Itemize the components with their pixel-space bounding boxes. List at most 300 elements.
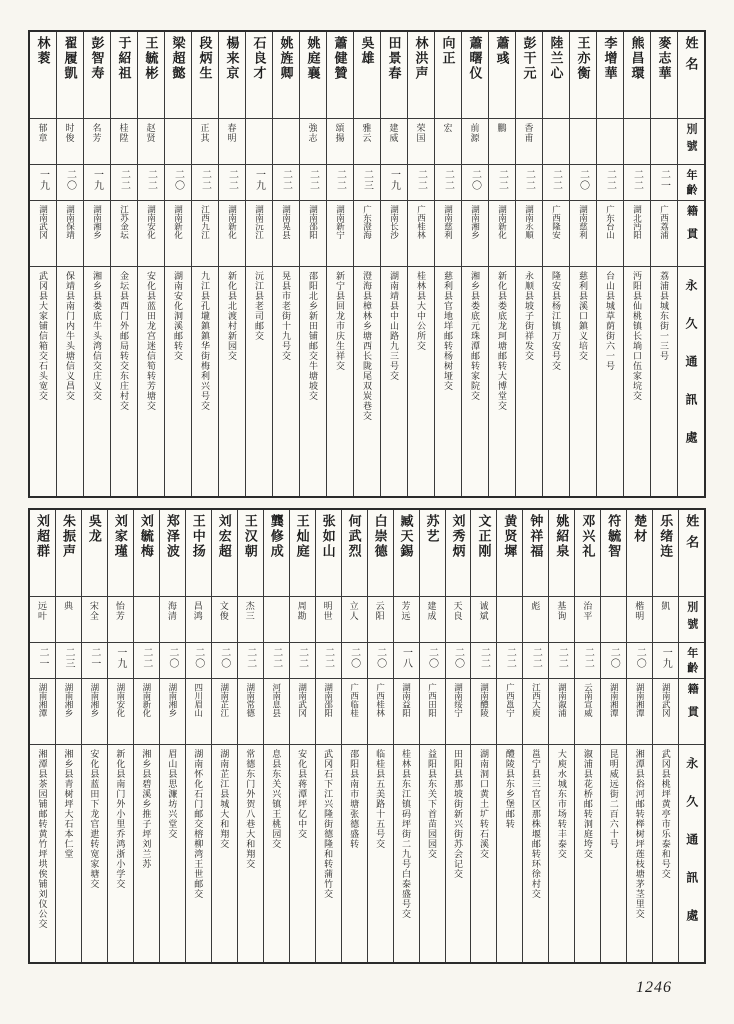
alias-cell (543, 118, 569, 164)
person-name: 石良才 (251, 36, 267, 81)
name-cell (408, 32, 434, 118)
alias-cell (420, 596, 445, 642)
person-alias: 立人 (348, 601, 359, 621)
person-address: 息县东关兴镇王桃园交 (271, 749, 282, 849)
person-name: 蕭健贊 (332, 36, 348, 81)
name-cell (160, 510, 185, 596)
alias-cell (212, 596, 237, 642)
person-native: 湖南沅江 (254, 205, 265, 239)
age-cell (108, 642, 133, 678)
name-cell (327, 32, 353, 118)
person-age: 二二 (322, 647, 334, 669)
address-cell (212, 744, 237, 962)
person-native: 湖南湘潭 (635, 683, 646, 717)
person-alias: 凱 (660, 601, 671, 611)
person-native: 湖南常德 (245, 683, 256, 717)
person-native: 江西大庾 (531, 683, 542, 717)
header-address-cell (679, 744, 704, 962)
alias-cell (111, 118, 137, 164)
alias-cell (601, 596, 626, 642)
person-age: 二〇 (608, 647, 620, 669)
age-cell (653, 642, 678, 678)
address-cell (394, 744, 419, 962)
person-address: 邵阳北乡新田铺邮交牛塘坡交 (308, 271, 318, 401)
native-cell (327, 200, 353, 266)
address-cell (30, 744, 55, 962)
address-cell (56, 744, 81, 962)
alias-cell (446, 596, 471, 642)
alias-cell (408, 118, 434, 164)
person-address: 武冈县大家铺信箱交石头宽交 (38, 271, 48, 401)
address-cell (160, 744, 185, 962)
directory-column (623, 32, 650, 496)
person-native: 湖南新化 (141, 683, 152, 717)
person-native: 广东台山 (605, 205, 616, 239)
age-cell (394, 642, 419, 678)
person-name: 姚旌卿 (278, 36, 294, 81)
person-alias: 建成 (426, 601, 437, 621)
person-age: 二二 (496, 169, 508, 191)
name-cell (435, 32, 461, 118)
age-cell (420, 642, 445, 678)
person-name: 朱振声 (60, 514, 76, 559)
header-address-cell (678, 266, 704, 496)
directory-column (30, 32, 56, 496)
native-cell (651, 200, 677, 266)
header-alias-cell (678, 118, 704, 164)
native-cell (601, 678, 626, 744)
address-cell (627, 744, 652, 962)
person-alias: 典 (62, 601, 73, 611)
person-age: 二二 (140, 647, 152, 669)
address-cell (653, 744, 678, 962)
person-address: 昆明威远街二百六十号 (608, 749, 619, 849)
person-age: 二二 (280, 169, 292, 191)
person-name: 王汉朝 (242, 514, 258, 559)
person-address: 新化县北渡村新园交 (227, 271, 237, 361)
name-cell (56, 510, 81, 596)
person-native: 四川眉山 (193, 683, 204, 717)
age-cell (543, 164, 569, 200)
person-alias: 雅云 (361, 123, 372, 143)
directory-column (461, 32, 488, 496)
native-cell (435, 200, 461, 266)
person-address: 大庾水城东市场转丰泰交 (556, 749, 567, 859)
age-cell (570, 164, 596, 200)
person-alias: 前源 (469, 123, 480, 143)
person-native: 湖南安化 (146, 205, 157, 239)
directory-column (164, 32, 191, 496)
name-cell (342, 510, 367, 596)
directory-column (185, 510, 211, 962)
person-native: 湖南邵阳 (323, 683, 334, 717)
person-name: 林洪声 (413, 36, 429, 81)
person-native: 湖南芷江 (219, 683, 230, 717)
alias-cell (497, 596, 522, 642)
person-name: 郑泽波 (164, 514, 180, 559)
header-address-label: 永久通訊處 (684, 757, 699, 947)
address-cell (354, 266, 380, 496)
person-age: 一九 (114, 647, 126, 669)
header-age-label: 年齡 (685, 647, 698, 677)
person-address: 邕宁县三官区那株堰邮转环徐村交 (530, 749, 541, 899)
age-cell (462, 164, 488, 200)
directory-column (299, 32, 326, 496)
person-age: 一九 (253, 169, 265, 191)
person-name: 文正刚 (476, 514, 492, 559)
person-address: 邵阳县南市塘张德盛转 (349, 749, 360, 849)
age-cell (186, 642, 211, 678)
directory-column (315, 510, 341, 962)
address-cell (186, 744, 211, 962)
person-alias: 云阳 (374, 601, 385, 621)
person-address: 湖南芷江县城大和翔交 (219, 749, 230, 849)
directory-column (488, 32, 515, 496)
age-cell (111, 164, 137, 200)
address-cell (462, 266, 488, 496)
address-cell (368, 744, 393, 962)
person-native: 湖南湘乡 (167, 683, 178, 717)
native-cell (82, 678, 107, 744)
directory-column (652, 510, 678, 962)
native-cell (471, 678, 496, 744)
person-age: 二〇 (218, 647, 230, 669)
address-cell (290, 744, 315, 962)
age-cell (651, 164, 677, 200)
native-cell (192, 200, 218, 266)
person-native: 湖北沔阳 (632, 205, 643, 239)
person-native: 湖南安化 (115, 683, 126, 717)
person-address: 金坛县西门外邮局转交东庄村交 (119, 271, 129, 411)
address-cell (134, 744, 159, 962)
native-cell (273, 200, 299, 266)
alias-cell (300, 118, 326, 164)
native-cell (316, 678, 341, 744)
person-name: 李增華 (602, 36, 618, 81)
native-cell (238, 678, 263, 744)
address-cell (246, 266, 272, 496)
native-cell (653, 678, 678, 744)
address-cell (238, 744, 263, 962)
alias-cell (471, 596, 496, 642)
person-native: 湖南新化 (227, 205, 238, 239)
person-age: 二〇 (374, 647, 386, 669)
alias-cell (327, 118, 353, 164)
alias-cell (290, 596, 315, 642)
person-age: 二二 (582, 647, 594, 669)
address-cell (489, 266, 515, 496)
person-name: 彭干元 (521, 36, 537, 81)
alias-cell (57, 118, 83, 164)
person-alias: 建威 (388, 123, 399, 143)
person-address: 湘乡县娄底元珠潭邮转家院交 (470, 271, 480, 401)
age-cell (138, 164, 164, 200)
person-address: 溆浦县花桥邮转洞庭垮交 (582, 749, 593, 859)
age-cell (165, 164, 191, 200)
name-cell (354, 32, 380, 118)
person-age: 二〇 (348, 647, 360, 669)
age-cell (56, 642, 81, 678)
directory-column (137, 32, 164, 496)
native-cell (420, 678, 445, 744)
person-native: 湖南武冈 (661, 683, 672, 717)
directory-column (326, 32, 353, 496)
person-name: 陸兰心 (548, 36, 564, 81)
address-cell (471, 744, 496, 962)
person-native: 湖南新宁 (335, 205, 346, 239)
name-cell (420, 510, 445, 596)
name-cell (290, 510, 315, 596)
person-age: 二二 (145, 169, 157, 191)
person-native: 广西邕宁 (505, 683, 516, 717)
native-cell (111, 200, 137, 266)
native-cell (516, 200, 542, 266)
native-cell (597, 200, 623, 266)
native-cell (246, 200, 272, 266)
person-name: 何武烈 (346, 514, 362, 559)
address-cell (549, 744, 574, 962)
alias-cell (462, 118, 488, 164)
alias-cell (246, 118, 272, 164)
name-cell (138, 32, 164, 118)
directory-column (626, 510, 652, 962)
person-name: 吳龙 (86, 514, 102, 544)
native-cell (165, 200, 191, 266)
person-address: 湘潭县俗河邮转榉树坪莲枝塘茅茎里交 (634, 749, 645, 919)
alias-cell (238, 596, 263, 642)
person-age: 二二 (244, 647, 256, 669)
alias-cell (56, 596, 81, 642)
page-footer (28, 964, 706, 1012)
person-native: 湖南新化 (173, 205, 184, 239)
person-alias: 強志 (307, 123, 318, 143)
person-alias: 赵贤 (145, 123, 156, 143)
person-address: 湖南靖县中山路九三号交 (389, 271, 399, 381)
header-column (677, 32, 704, 496)
person-address: 安化县蒋潭坪亿中交 (297, 749, 308, 839)
name-cell (300, 32, 326, 118)
header-native-label: 籍貫 (685, 205, 698, 251)
person-address: 隆安县杨江镇万安号交 (551, 271, 561, 371)
alias-cell (165, 118, 191, 164)
header-name-cell (679, 510, 704, 596)
person-address: 沔阳县仙桃镇长埫口伍家垸交 (632, 271, 642, 401)
name-cell (111, 32, 137, 118)
person-age: 二二 (478, 647, 490, 669)
person-name: 张如山 (320, 514, 336, 559)
person-age: 二二 (334, 169, 346, 191)
person-alias: 海清 (166, 601, 177, 621)
age-cell (446, 642, 471, 678)
alias-cell (516, 118, 542, 164)
address-cell (597, 266, 623, 496)
directory-column (341, 510, 367, 962)
directory-column (211, 510, 237, 962)
address-cell (420, 744, 445, 962)
person-address: 台山县城草荫街六一号 (605, 271, 615, 371)
age-cell (219, 164, 245, 200)
alias-cell (523, 596, 548, 642)
native-cell (381, 200, 407, 266)
person-alias: 昌鸿 (192, 601, 203, 621)
address-cell (219, 266, 245, 496)
name-cell (82, 510, 107, 596)
person-age: 二一 (88, 647, 100, 669)
person-alias: 彪 (530, 601, 541, 611)
person-address: 常德东门外贺八巷大和翔交 (245, 749, 256, 869)
person-name: 姚庭襄 (305, 36, 321, 81)
age-cell (84, 164, 110, 200)
person-native: 江苏金坛 (119, 205, 130, 239)
address-cell (543, 266, 569, 496)
name-cell (597, 32, 623, 118)
directory-column (272, 32, 299, 496)
directory-column (380, 32, 407, 496)
directory-column (133, 510, 159, 962)
person-native: 广西田阳 (427, 683, 438, 717)
directory-column (542, 32, 569, 496)
alias-cell (435, 118, 461, 164)
native-cell (624, 200, 650, 266)
address-cell (82, 744, 107, 962)
person-native: 湖南永順 (524, 205, 535, 239)
age-cell (601, 642, 626, 678)
person-name: 王灿庭 (294, 514, 310, 559)
alias-cell (342, 596, 367, 642)
alias-cell (273, 118, 299, 164)
person-alias: 郁章 (37, 123, 48, 143)
directory-column (353, 32, 380, 496)
person-name: 刘宏超 (216, 514, 232, 559)
alias-cell (316, 596, 341, 642)
age-cell (597, 164, 623, 200)
alias-cell (624, 118, 650, 164)
person-name: 田景春 (386, 36, 402, 81)
native-cell (219, 200, 245, 266)
alias-cell (186, 596, 211, 642)
address-cell (300, 266, 326, 496)
age-cell (549, 642, 574, 678)
person-name: 王中扬 (190, 514, 206, 559)
name-cell (30, 510, 55, 596)
person-alias: 頌揚 (334, 123, 345, 143)
person-native: 湖南武冈 (38, 205, 49, 239)
person-age: 二二 (556, 647, 568, 669)
header-age-cell (678, 164, 704, 200)
person-native: 江西九江 (200, 205, 211, 239)
alias-cell (138, 118, 164, 164)
person-native: 广西桂林 (375, 683, 386, 717)
native-cell (57, 200, 83, 266)
person-name: 刘超群 (34, 514, 50, 559)
person-alias: 芳远 (400, 601, 411, 621)
native-cell (523, 678, 548, 744)
directory-column (393, 510, 419, 962)
person-name: 臧天錫 (398, 514, 414, 559)
person-age: 二二 (415, 169, 427, 191)
person-alias: 文俊 (218, 601, 229, 621)
person-native: 湖南湘乡 (63, 683, 74, 717)
native-cell (462, 200, 488, 266)
person-native: 湖南慈利 (578, 205, 589, 239)
person-age: 二二 (604, 169, 616, 191)
person-alias: 治平 (582, 601, 593, 621)
person-native: 湖南绥宁 (453, 683, 464, 717)
age-cell (489, 164, 515, 200)
native-cell (575, 678, 600, 744)
directory-column (83, 32, 110, 496)
address-cell (651, 266, 677, 496)
person-name: 龔修成 (268, 514, 284, 559)
name-cell (108, 510, 133, 596)
address-cell (111, 266, 137, 496)
address-cell (342, 744, 367, 962)
address-cell (316, 744, 341, 962)
person-name: 刘家瑾 (112, 514, 128, 559)
address-cell (570, 266, 596, 496)
header-age-cell (679, 642, 704, 678)
address-cell (30, 266, 56, 496)
person-alias: 杰三 (244, 601, 255, 621)
age-cell (273, 164, 299, 200)
name-cell (601, 510, 626, 596)
name-cell (381, 32, 407, 118)
person-name: 邓兴礼 (580, 514, 596, 559)
person-native: 广西荔浦 (659, 205, 670, 239)
name-cell (575, 510, 600, 596)
directory-column (419, 510, 445, 962)
age-cell (264, 642, 289, 678)
person-native: 湖南湘潭 (37, 683, 48, 717)
person-age: 二二 (296, 647, 308, 669)
native-cell (446, 678, 471, 744)
person-age: 二〇 (64, 169, 76, 191)
age-cell (575, 642, 600, 678)
header-name-cell (678, 32, 704, 118)
name-cell (238, 510, 263, 596)
native-cell (138, 200, 164, 266)
person-age: 二〇 (172, 169, 184, 191)
name-cell (246, 32, 272, 118)
person-native: 湖南邵阳 (308, 205, 319, 239)
age-cell (82, 642, 107, 678)
alias-cell (570, 118, 596, 164)
native-cell (394, 678, 419, 744)
person-name: 翟履凱 (62, 36, 78, 81)
person-name: 钟祥福 (528, 514, 544, 559)
native-cell (108, 678, 133, 744)
name-cell (368, 510, 393, 596)
address-cell (327, 266, 353, 496)
alias-cell (381, 118, 407, 164)
person-address: 湘乡县碧溪乡推子坪刘兰苏 (141, 749, 152, 869)
person-alias: 鵬 (496, 123, 507, 133)
person-age: 二二 (118, 169, 130, 191)
native-cell (290, 678, 315, 744)
directory-column (407, 32, 434, 496)
person-name: 段炳生 (197, 36, 213, 81)
name-cell (651, 32, 677, 118)
name-cell (627, 510, 652, 596)
person-native: 广东澄海 (362, 205, 373, 239)
person-address: 新化县娄底龙珂塘邮转大博堂交 (497, 271, 507, 411)
person-alias: 诚斌 (478, 601, 489, 621)
person-native: 湖南保靖 (65, 205, 76, 239)
native-cell (84, 200, 110, 266)
person-native: 湖南慈利 (443, 205, 454, 239)
directory-column (522, 510, 548, 962)
age-cell (246, 164, 272, 200)
